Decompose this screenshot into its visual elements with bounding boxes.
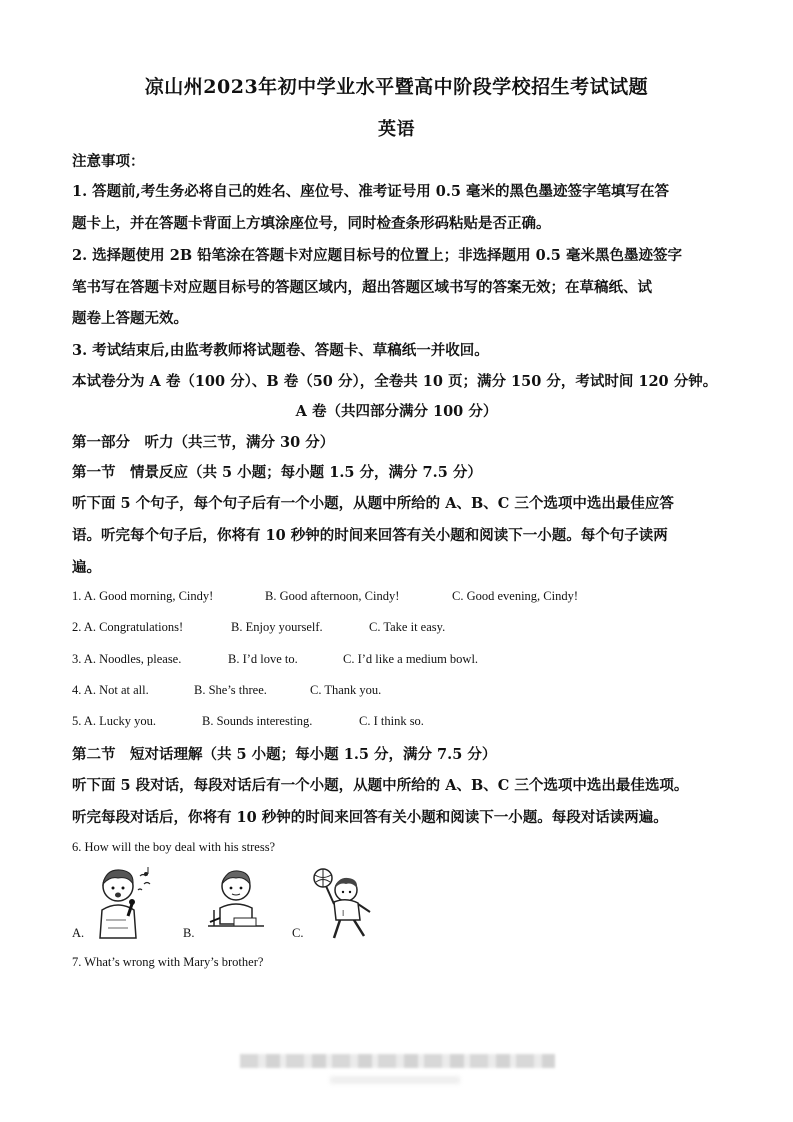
svg-text:l: l xyxy=(342,909,345,918)
blurred-footer-watermark-line xyxy=(330,1076,460,1084)
section-a-heading: A 卷（共四部分满分 100 分） xyxy=(295,403,498,420)
notice-item-2-line-1: 2. 选择题使用 2B 铅笔涂在答题卡对应题目标号的位置上；非选择题用 0.5 毫米黑色墨迹签字 xyxy=(72,247,682,264)
q5-option-b: B. Sounds interesting. xyxy=(202,714,313,728)
subject-title: 英语 xyxy=(378,119,415,140)
section-2-instruction-line-1: 听下面 5 段对话，每段对话后有一个小题，从题中所给的 A、B、C 三个选项中选出最佳选项。 xyxy=(72,777,689,794)
section-2-instruction-line-2: 听完每段对话后，你将有 10 秒钟的时间来回答有关小题和阅读下一小题。每段对话读两遍。 xyxy=(72,809,668,826)
notice-item-2-line-3: 题卷上答题无效。 xyxy=(72,310,188,327)
studying-boy-illustration xyxy=(200,866,272,940)
section-1-instruction-line-2: 语。听完每个句子后，你将有 10 秒钟的时间来回答有关小题和阅读下一小题。每个句子读两 xyxy=(72,527,668,544)
q1-option-b: B. Good afternoon, Cindy! xyxy=(265,589,400,603)
section-1-instruction-line-1: 听下面 5 个句子，每个句子后有一个小题，从题中所给的 A、B、C 三个选项中选出最佳应答 xyxy=(72,495,674,512)
q6-option-a: A. xyxy=(72,926,85,940)
notice-item-1-line-2: 题卡上，并在答题卡背面上方填涂座位号，同时检查条形码粘贴是否正确。 xyxy=(72,215,551,232)
q1-option-c: C. Good evening, Cindy! xyxy=(452,589,579,603)
q6-option-b: B. xyxy=(183,926,195,940)
section-1-instruction-line-3: 遍。 xyxy=(72,559,101,576)
section-2-heading: 第二节 短对话理解（共 5 小题；每小题 1.5 分，满分 7.5 分） xyxy=(72,746,497,763)
section-1-heading: 第一节 情景反应（共 5 小题；每小题 1.5 分，满分 7.5 分） xyxy=(72,464,482,481)
q4-option-c: C. Thank you. xyxy=(310,683,382,697)
part-1-heading: 第一部分 听力（共三节，满分 30 分） xyxy=(72,434,335,451)
paper-info: 本试卷分为 A 卷（100 分）、B 卷（50 分），全卷共 10 页；满分 150 分，考试时间 120 分钟。 xyxy=(72,373,718,390)
question-6: 6. How will the boy deal with his stress? xyxy=(72,840,276,854)
blurred-footer-watermark xyxy=(240,1054,555,1068)
notice-heading: 注意事项： xyxy=(72,153,145,170)
q5-option-a: 5. A. Lucky you. xyxy=(72,714,157,728)
basketball-boy-illustration xyxy=(312,866,378,942)
q2-option-b: B. Enjoy yourself. xyxy=(231,620,323,634)
notice-item-3: 3. 考试结束后,由监考教师将试题卷、答题卡、草稿纸一并收回。 xyxy=(72,342,489,359)
q3-option-b: B. I’d love to. xyxy=(228,652,298,666)
notice-item-1-line-1: 1. 答题前,考生务必将自己的姓名、座位号、准考证号用 0.5 毫米的黑色墨迹签字笔填写在答 xyxy=(72,183,670,200)
q2-option-a: 2. A. Congratulations! xyxy=(72,620,184,634)
q6-option-c: C. xyxy=(292,926,304,940)
q3-option-c: C. I’d like a medium bowl. xyxy=(343,652,479,666)
notice-item-2-line-2: 笔书写在答题卡对应题目标号的答题区域内，超出答题区域书写的答案无效；在草稿纸、试 xyxy=(72,279,652,296)
q4-option-b: B. She’s three. xyxy=(194,683,267,697)
singing-boy-illustration xyxy=(88,864,158,942)
q1-option-a: 1. A. Good morning, Cindy! xyxy=(72,589,214,603)
q3-option-a: 3. A. Noodles, please. xyxy=(72,652,182,666)
q5-option-c: C. I think so. xyxy=(359,714,424,728)
question-7: 7. What’s wrong with Mary’s brother? xyxy=(72,955,264,969)
exam-title: 凉山州2023年初中学业水平暨高中阶段学校招生考试试题 xyxy=(144,76,649,98)
q2-option-c: C. Take it easy. xyxy=(369,620,446,634)
q4-option-a: 4. A. Not at all. xyxy=(72,683,149,697)
